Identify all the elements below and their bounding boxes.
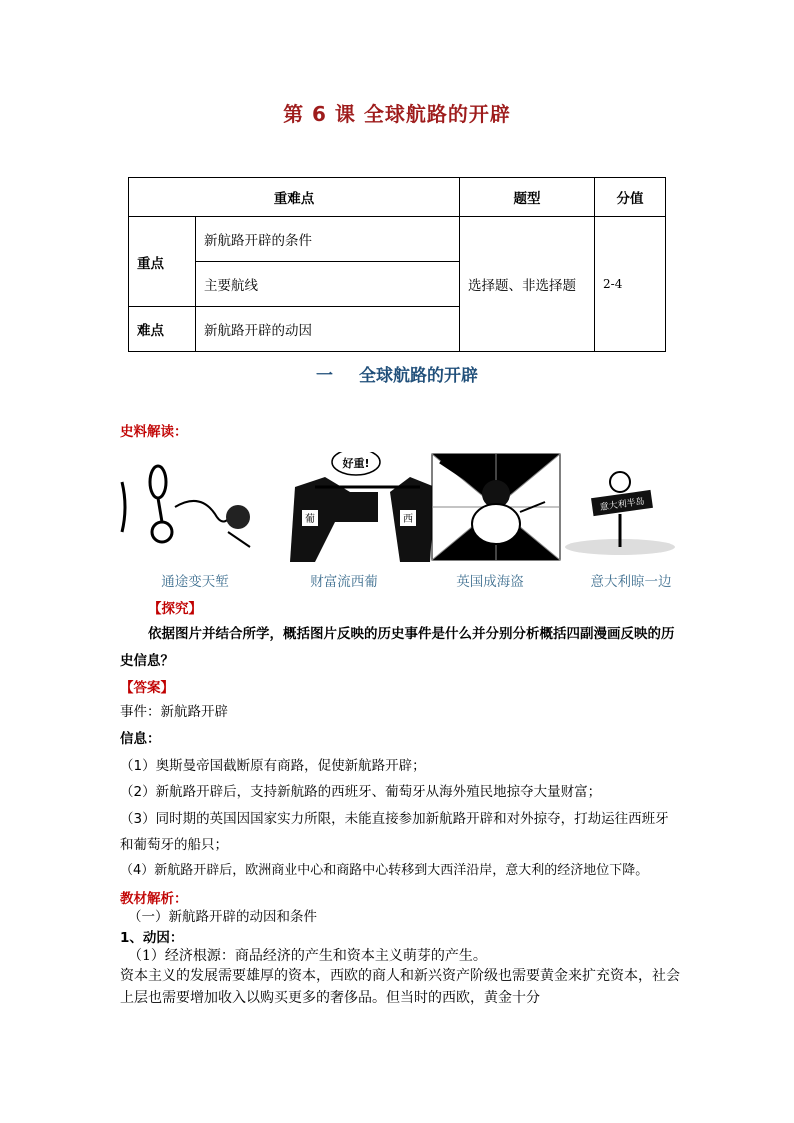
cartoon-signpost <box>565 472 675 555</box>
table-cell: 主要航线 <box>196 262 460 307</box>
cartoon-scissors <box>122 466 250 547</box>
source-reading-label: 史料解读： <box>120 424 188 440</box>
section-title <box>0 361 794 386</box>
info-label: 信息： <box>120 731 161 747</box>
table-header: 重难点 <box>129 178 460 217</box>
table-cell-group-label: 难点 <box>129 307 196 352</box>
label-portugal: 葡 <box>305 514 315 525</box>
point-1-title: 1、动因： <box>120 930 184 946</box>
cartoon-strip <box>120 452 680 562</box>
caption-4: 意大利晾一边 <box>590 574 672 590</box>
cartoon-carriers <box>290 452 435 562</box>
subsection-title: （一）新航路开辟的动因和条件 <box>128 909 317 925</box>
table-cell-question-type: 选择题、非选择题 <box>460 217 595 352</box>
bubble-text: 好重! <box>342 457 370 470</box>
sign-text: 意大利半岛 <box>599 496 646 514</box>
point-1-1: （1）经济根源：商品经济的产生和资本主义萌芽的产生。 <box>128 948 487 964</box>
body-paragraph: 资本主义的发展需要雄厚的资本，西欧的商人和新兴资产阶级也需要黄金来扩充资本，社会上层也需要增加收入以购买更多的奢侈品。但当时的西欧，黄金十分 <box>120 968 680 1006</box>
table-row <box>129 217 666 262</box>
page-title: 第 6 课 全球航路的开辟 <box>283 102 511 126</box>
caption-1: 通途变天堑 <box>161 574 229 590</box>
table-header-row <box>129 178 666 217</box>
table-cell: 新航路开辟的条件 <box>196 217 460 262</box>
table-header: 题型 <box>460 178 595 217</box>
info-item: （3）同时期的英国因国家实力所限，未能直接参加新航路开辟和对外掠夺，打劫运往西班牙和葡萄牙的船只； <box>120 811 669 853</box>
table-header: 分值 <box>595 178 666 217</box>
info-item: （1）奥斯曼帝国截断原有商路，促使新航路开辟； <box>120 758 426 774</box>
explore-question: 依据图片并结合所学，概括图片反映的历史事件是什么并分别分析概括四副漫画反映的历史信息？ <box>120 626 675 669</box>
section-number: 一 <box>316 366 333 386</box>
section-title-text: 全球航路的开辟 <box>359 366 478 386</box>
label-spain: 西 <box>403 514 413 525</box>
cartoon-pirate <box>432 454 560 560</box>
answer-label: 【答案】 <box>120 680 174 696</box>
info-item: （4）新航路开辟后，欧洲商业中心和商路中心转移到大西洋沿岸，意大利的经济地位下降。 <box>120 863 649 878</box>
caption-2: 财富流西葡 <box>310 574 378 590</box>
info-item: （2）新航路开辟后，支持新航路的西班牙、葡萄牙从海外殖民地掠夺大量财富； <box>120 784 602 800</box>
event-line: 事件：新航路开辟 <box>120 704 228 720</box>
explore-label: 【探究】 <box>148 601 202 617</box>
table-cell: 新航路开辟的动因 <box>196 307 460 352</box>
textbook-label: 教材解析： <box>120 891 188 907</box>
table-cell-score: 2-4 <box>595 217 666 352</box>
caption-3: 英国成海盗 <box>456 574 524 590</box>
table-cell-group-label: 重点 <box>129 217 196 307</box>
key-points-table <box>128 177 666 352</box>
